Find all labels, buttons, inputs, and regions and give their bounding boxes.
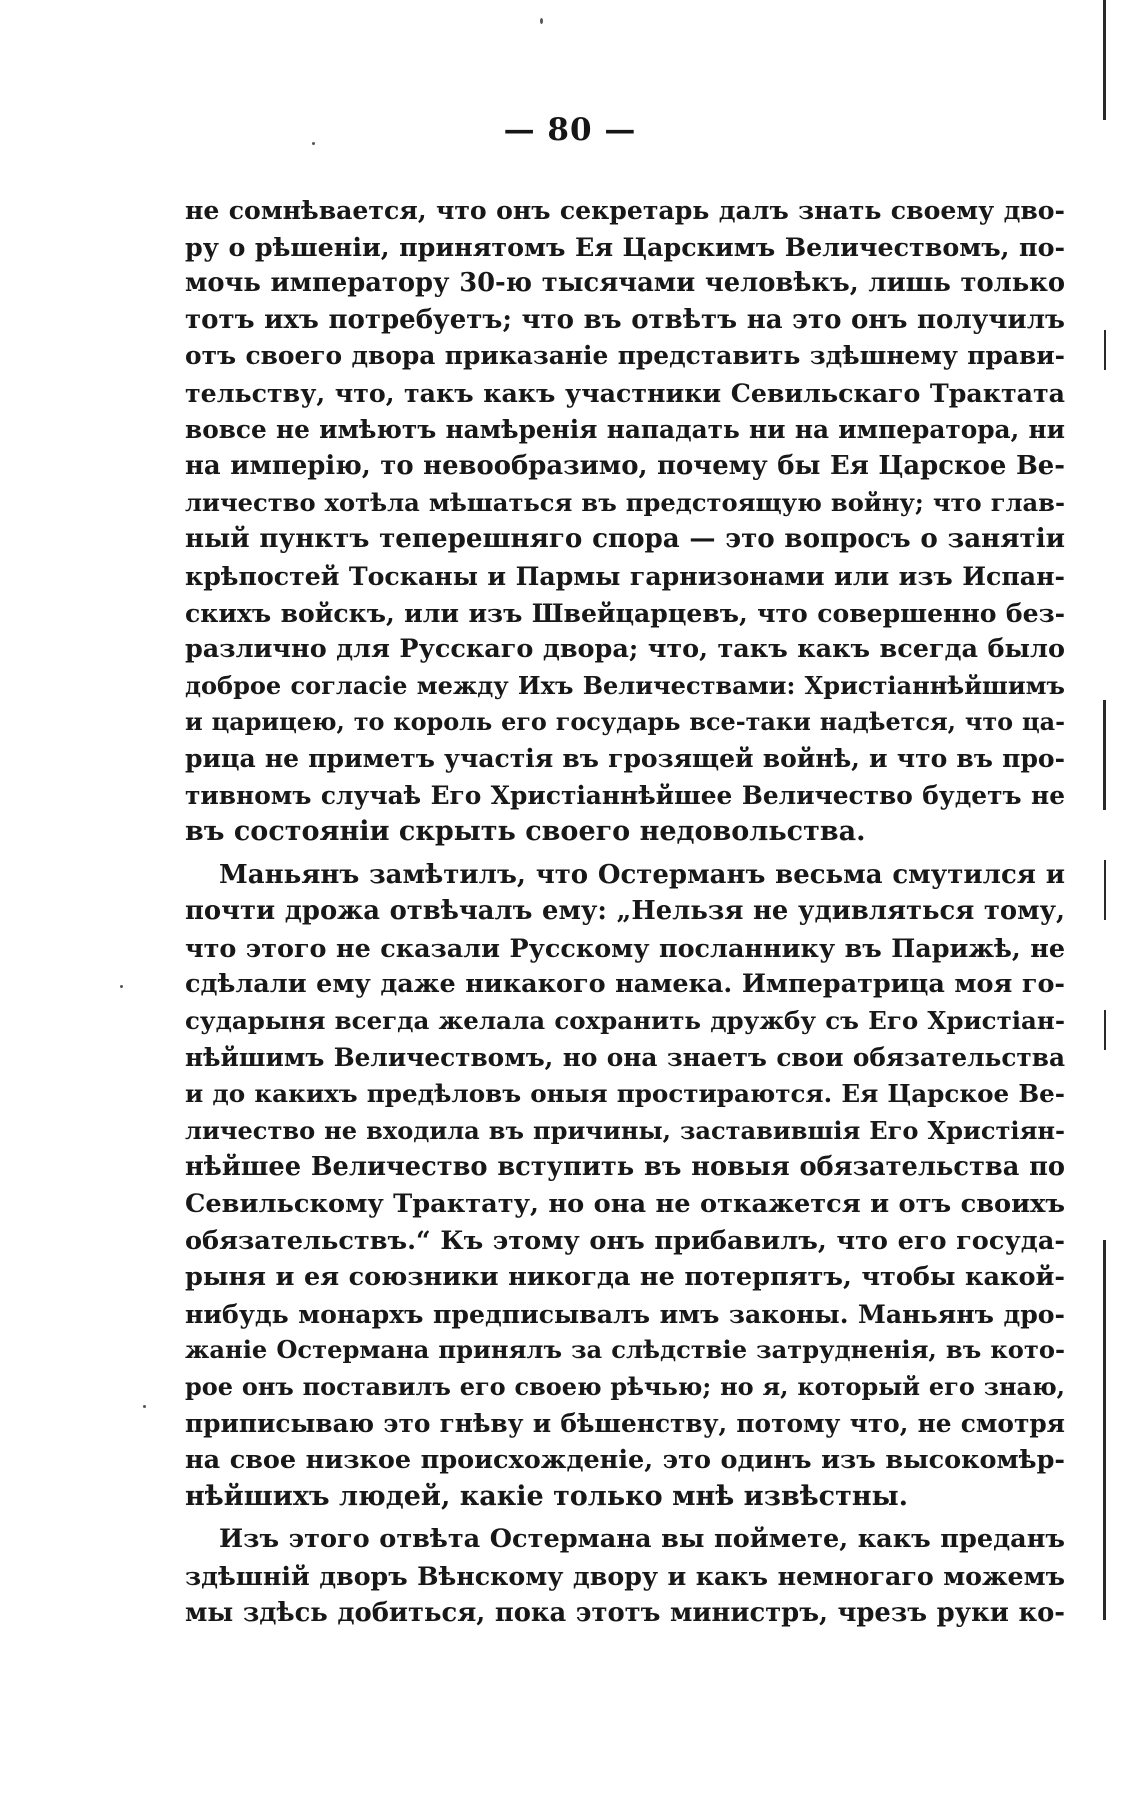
text-line: нибудь монархъ предписывалъ имъ законы. Маньянъ дро- bbox=[185, 1298, 1065, 1329]
text-line: не сомнѣвается, что онъ секретарь далъ знать своему дво- bbox=[185, 195, 1065, 225]
text-line: Изъ этого отвѣта Остермана вы поймете, какъ преданъ bbox=[219, 1524, 1065, 1555]
paragraph-2 bbox=[185, 857, 1065, 1516]
text-line: рыня и ея союзники никогда не потерпятъ, чтобы какой- bbox=[185, 1262, 1065, 1293]
text-line: доброе согласіе между Ихъ Величествами: Христіаннѣйшимъ bbox=[185, 670, 1065, 700]
text-line: мочь императору 30-ю тысячами человѣкъ, лишь только bbox=[185, 268, 1065, 299]
text-line: вовсе не имѣютъ намѣренія нападать ни на императора, ни bbox=[185, 414, 1065, 444]
scan-edge-mark bbox=[1104, 330, 1106, 370]
text-line: тивномъ случаѣ Его Христіаннѣйшее Величество будетъ не bbox=[185, 780, 1065, 810]
paragraph-1 bbox=[185, 192, 1065, 851]
scan-speck bbox=[143, 1405, 146, 1408]
scan-speck bbox=[540, 18, 543, 24]
scan-edge-mark bbox=[1103, 700, 1106, 810]
text-line: различно для Русскаго двора; что, такъ какъ всегда было bbox=[185, 634, 1065, 665]
text-line: что этого не сказали Русскому посланнику въ Парижѣ, не bbox=[185, 932, 1065, 963]
text-line: здѣшній дворъ Вѣнскому двору и какъ немногаго можемъ bbox=[185, 1560, 1065, 1591]
scan-edge-mark bbox=[1104, 860, 1106, 920]
text-line: приписываю это гнѣву и бѣшенству, потому что, не смотря bbox=[185, 1408, 1065, 1438]
scan-edge-mark bbox=[1103, 0, 1106, 120]
text-line: личество хотѣла мѣшаться въ предстоящую войну; что глав- bbox=[185, 487, 1065, 517]
text-line: сударыня всегда желала сохранить дружбу съ Его Христіан- bbox=[185, 1006, 1065, 1036]
text-line: въ состояніи скрыть своего недовольства. bbox=[185, 816, 866, 848]
text-line: и царицею, то король его государь все-таки надѣется, что ца- bbox=[185, 708, 1065, 737]
text-line: нѣйшихъ людей, какіе только мнѣ извѣстны. bbox=[185, 1480, 909, 1512]
text-line: обязательствъ.“ Къ этому онъ прибавилъ, что его госуда- bbox=[185, 1225, 1065, 1256]
text-line: личество не входила въ причины, заставившія Его Христіян- bbox=[185, 1115, 1065, 1145]
scan-speck bbox=[120, 985, 123, 988]
text-line: сдѣлали ему даже никакого намека. Императрица моя го- bbox=[185, 969, 1065, 1000]
scan-edge-mark bbox=[1104, 1010, 1106, 1050]
text-line: Севильскому Трактату, но она не откажется и отъ своихъ bbox=[185, 1189, 1065, 1220]
text-line: тельству, что, такъ какъ участники Севильскаго Трактата bbox=[185, 377, 1065, 408]
scan-edge-mark bbox=[1103, 1240, 1106, 1620]
text-line: ный пунктъ теперешняго спора — это вопросъ о занятіи bbox=[185, 523, 1065, 555]
text-line: на свое низкое происхожденіе, это одинъ изъ высокомѣр- bbox=[185, 1445, 1065, 1476]
paragraph-3 bbox=[185, 1521, 1065, 1631]
text-line: рица не приметъ участія въ грозящей войнѣ, и что въ про- bbox=[185, 743, 1065, 773]
text-line: крѣпостей Тосканы и Пармы гарнизонами или изъ Испан- bbox=[185, 560, 1065, 591]
text-line: рое онъ поставилъ его своею рѣчью; но я, который его знаю, bbox=[185, 1372, 1065, 1401]
text-line: нѣйшее Величество вступить въ новыя обязательства по bbox=[185, 1152, 1065, 1183]
text-line: Маньянъ замѣтилъ, что Остерманъ весьма смутился и bbox=[219, 859, 1065, 890]
text-line: скихъ войскъ, или изъ Швейцарцевъ, что совершенно без- bbox=[185, 597, 1065, 628]
page-number: — 80 — bbox=[503, 112, 637, 148]
text-line: отъ своего двора приказаніе представить здѣшнему прави- bbox=[185, 341, 1065, 371]
text-line: ру о рѣшеніи, принятомъ Ея Царскимъ Величествомъ, по- bbox=[185, 231, 1065, 262]
text-line: и до какихъ предѣловъ оныя простираются. Ея Царское Ве- bbox=[185, 1079, 1065, 1109]
text-line: жаніе Остермана принялъ за слѣдствіе затрудненія, въ кото- bbox=[185, 1335, 1065, 1365]
text-line: тотъ ихъ потребуетъ; что въ отвѣтъ на это онъ получилъ bbox=[185, 304, 1065, 335]
body-text bbox=[185, 192, 1065, 1631]
text-line: на имперію, то невообразимо, почему бы Ея Царское Ве- bbox=[185, 451, 1065, 482]
text-line: мы здѣсь добиться, пока этотъ министръ, чрезъ руки ко- bbox=[185, 1597, 1065, 1628]
text-line: нѣйшимъ Величествомъ, но она знаетъ свои обязательства bbox=[185, 1042, 1065, 1072]
text-line: почти дрожа отвѣчалъ ему: „Нельзя не удивляться тому, bbox=[185, 896, 1065, 927]
scan-speck bbox=[312, 142, 315, 145]
